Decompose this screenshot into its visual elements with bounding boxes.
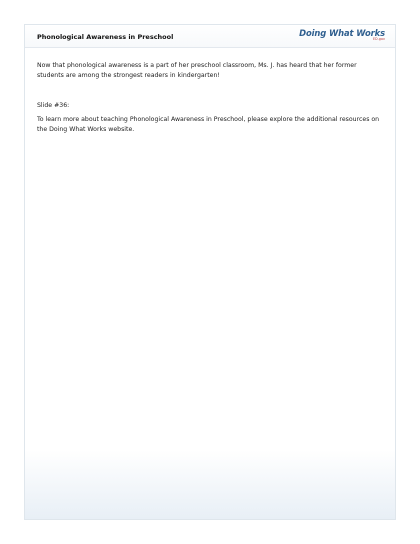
resources-paragraph: To learn more about teaching Phonological Awareness in Preschool, please explore the additional resources on the Doing What Works website. xyxy=(37,116,380,133)
page-content xyxy=(37,61,383,135)
page-header xyxy=(25,25,395,48)
page-title: Phonological Awareness in Preschool xyxy=(37,33,174,41)
intro-paragraph: Now that phonological awareness is a part of her preschool classroom, Ms. J. has heard that her former students are among the strongest readers in kindergarten! xyxy=(37,62,357,79)
notes-page xyxy=(24,24,396,520)
logo-subtext: ED.gov xyxy=(373,37,385,41)
logo-text: Doing What Works xyxy=(299,28,385,38)
slide-label: Slide #36: xyxy=(37,102,70,109)
doing-what-works-logo xyxy=(299,28,385,41)
